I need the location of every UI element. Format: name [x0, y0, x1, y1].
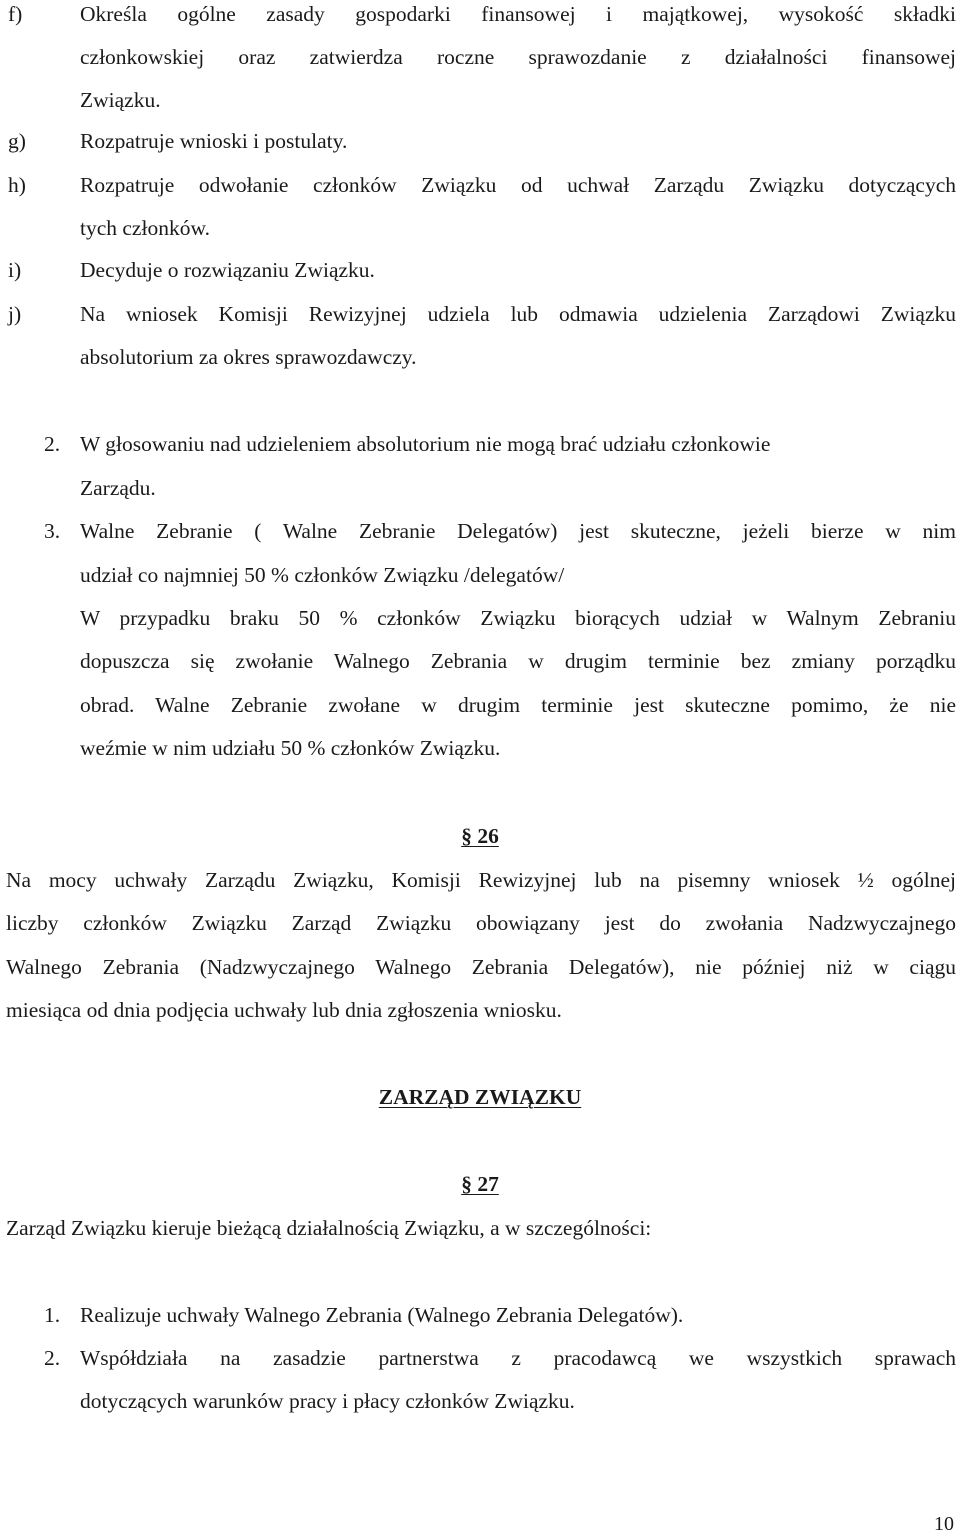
- item-text-line: tych członków.: [80, 216, 210, 240]
- section-header-27: § 27: [461, 1172, 499, 1196]
- item-text-line: Rozpatruje wnioski i postulaty.: [80, 129, 348, 153]
- point-text-line: Zarządu.: [80, 476, 156, 500]
- point-text-line: dopuszcza się zwołanie Walnego Zebrania w drugim terminie bez zmiany porządku: [80, 649, 956, 673]
- point-text-line: weźmie w nim udziału 50 % członków Związku.: [80, 736, 501, 760]
- item-label: j): [8, 302, 22, 326]
- item-text-line: Rozpatruje odwołanie członków Związku od uchwał Zarządu Związku dotyczących: [80, 173, 956, 197]
- item-label: f): [8, 2, 23, 26]
- section-27-intro: Zarząd Związku kieruje bieżącą działalnością Związku, a w szczególności:: [6, 1216, 652, 1240]
- point-text-line: Współdziała na zasadzie partnerstwa z pracodawcą we wszystkich sprawach: [80, 1346, 956, 1370]
- point-text-line: udział co najmniej 50 % członków Związku /delegatów/: [80, 563, 565, 587]
- paragraph-line: liczby członków Związku Zarząd Związku obowiązany jest do zwołania Nadzwyczajnego: [6, 911, 956, 935]
- item-text-line: Określa ogólne zasady gospodarki finansowej i majątkowej, wysokość składki: [80, 2, 956, 26]
- section-header-26: § 26: [461, 824, 499, 848]
- item-text-line: Decyduje o rozwiązaniu Związku.: [80, 258, 375, 282]
- point-text-line: Walne Zebranie ( Walne Zebranie Delegatów) jest skuteczne, jeżeli bierze w nim: [80, 519, 956, 543]
- paragraph-line: miesiąca od dnia podjęcia uchwały lub dnia zgłoszenia wniosku.: [6, 998, 562, 1022]
- point-text-line: dotyczących warunków pracy i płacy członków Związku.: [80, 1389, 575, 1413]
- point-text-line: Realizuje uchwały Walnego Zebrania (Walnego Zebrania Delegatów).: [80, 1303, 684, 1327]
- item-text-line: absolutorium za okres sprawozdawczy.: [80, 345, 417, 369]
- point-text-line: W głosowaniu nad udzieleniem absolutorium nie mogą brać udziału członkowie: [80, 432, 771, 456]
- point-text-line: W przypadku braku 50 % członków Związku biorących udział w Walnym Zebraniu: [80, 606, 956, 630]
- paragraph-line: Na mocy uchwały Zarządu Związku, Komisji Rewizyjnej lub na pisemny wniosek ½ ogólnej: [6, 868, 956, 892]
- point-label: 3.: [44, 519, 61, 543]
- point-label: 1.: [44, 1303, 61, 1327]
- paragraph-line: Walnego Zebrania (Nadzwyczajnego Walnego Zebrania Delegatów), nie później niż w ciągu: [6, 955, 956, 979]
- point-label: 2.: [44, 1346, 61, 1370]
- item-label: g): [8, 129, 26, 153]
- chapter-title: ZARZĄD ZWIĄZKU: [378, 1085, 582, 1109]
- point-label: 2.: [44, 432, 61, 456]
- page-number: 10: [934, 1513, 954, 1535]
- item-text-line: członkowskiej oraz zatwierdza roczne sprawozdanie z działalności finansowej: [80, 45, 956, 69]
- item-text-line: Związku.: [80, 88, 161, 112]
- point-text-line: obrad. Walne Zebranie zwołane w drugim terminie jest skuteczne pomimo, że nie: [80, 693, 956, 717]
- item-label: i): [8, 258, 22, 282]
- item-text-line: Na wniosek Komisji Rewizyjnej udziela lub odmawia udzielenia Zarządowi Związku: [80, 302, 956, 326]
- item-label: h): [8, 173, 26, 197]
